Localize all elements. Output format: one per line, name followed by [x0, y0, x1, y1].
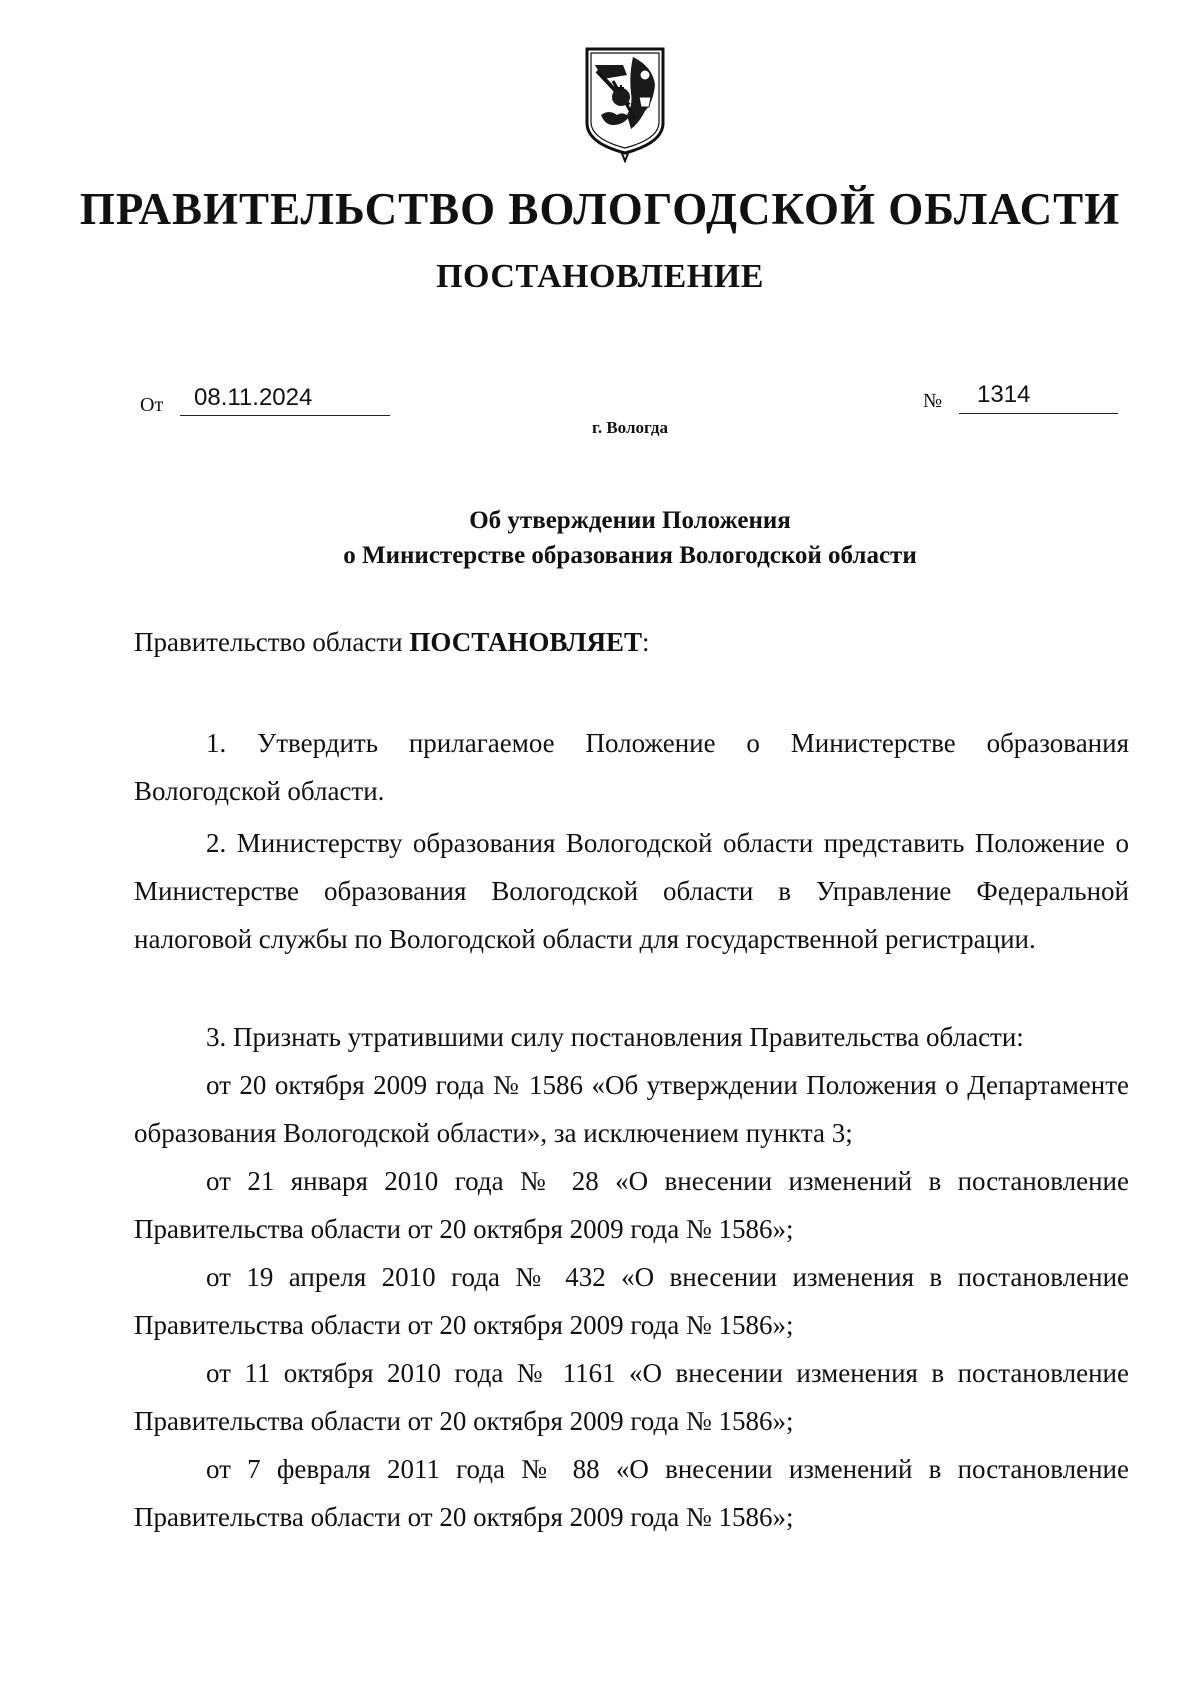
repealed-item-88: от 7 февраля 2011 года № 88 «О внесении изменений в постановление Правительства области от 20 октября 2009 года № 1586»; [134, 1454, 1129, 1532]
vologda-coat-of-arms-icon [583, 45, 667, 163]
document-subject [0, 503, 1200, 573]
preamble-colon: : [641, 627, 650, 657]
city-label: г. Вологда [592, 418, 668, 437]
paragraph-3: 3. Признать утратившими силу постановления Правительства области: [206, 1022, 1024, 1052]
subject-line-1: Об утверждении Положения [469, 507, 791, 534]
repealed-item-1161: от 11 октября 2010 года № 1161 «О внесении изменения в постановление Правительства области от 20 октября 2009 года № 1586»; [134, 1358, 1129, 1436]
preamble [134, 627, 650, 658]
repealed-item-28: от 21 января 2010 года № 28 «О внесении изменений в постановление Правительства области от 20 октября 2009 года № 1586»; [134, 1166, 1129, 1244]
subject-line-2: о Министерстве образования Вологодской области [343, 542, 917, 569]
paragraph-1: 1. Утвердить прилагаемое Положение о Министерстве образования Вологодской области. [134, 728, 1129, 806]
document-type-heading: ПОСТАНОВЛЕНИЕ [436, 258, 764, 295]
number-block [923, 382, 1118, 418]
document-date: 08.11.2024 [180, 384, 390, 416]
preamble-decree-word: ПОСТАНОВЛЯЕТ [409, 627, 642, 657]
government-title: ПРАВИТЕЛЬСТВО ВОЛОГОДСКОЙ ОБЛАСТИ [79, 184, 1121, 234]
date-prefix: От [140, 394, 164, 416]
number-prefix: № [923, 390, 943, 412]
repealed-item-432: от 19 апреля 2010 года № 432 «О внесении изменения в постановление Правительства области от 20 октября 2009 года № 1586»; [134, 1262, 1129, 1340]
date-block [140, 384, 390, 420]
preamble-text: Правительство области [134, 627, 410, 657]
document-number: 1314 [959, 382, 1118, 414]
paragraph-2: 2. Министерству образования Вологодской области представить Положение о Министерстве образования Вологодской области в Управление Федеральной налоговой службы по Вологодской области для государственной регистрации. [134, 828, 1129, 954]
repealed-item-1586: от 20 октября 2009 года № 1586 «Об утверждении Положения о Департаменте образования Вологодской области», за исключением пункта 3; [134, 1070, 1129, 1148]
